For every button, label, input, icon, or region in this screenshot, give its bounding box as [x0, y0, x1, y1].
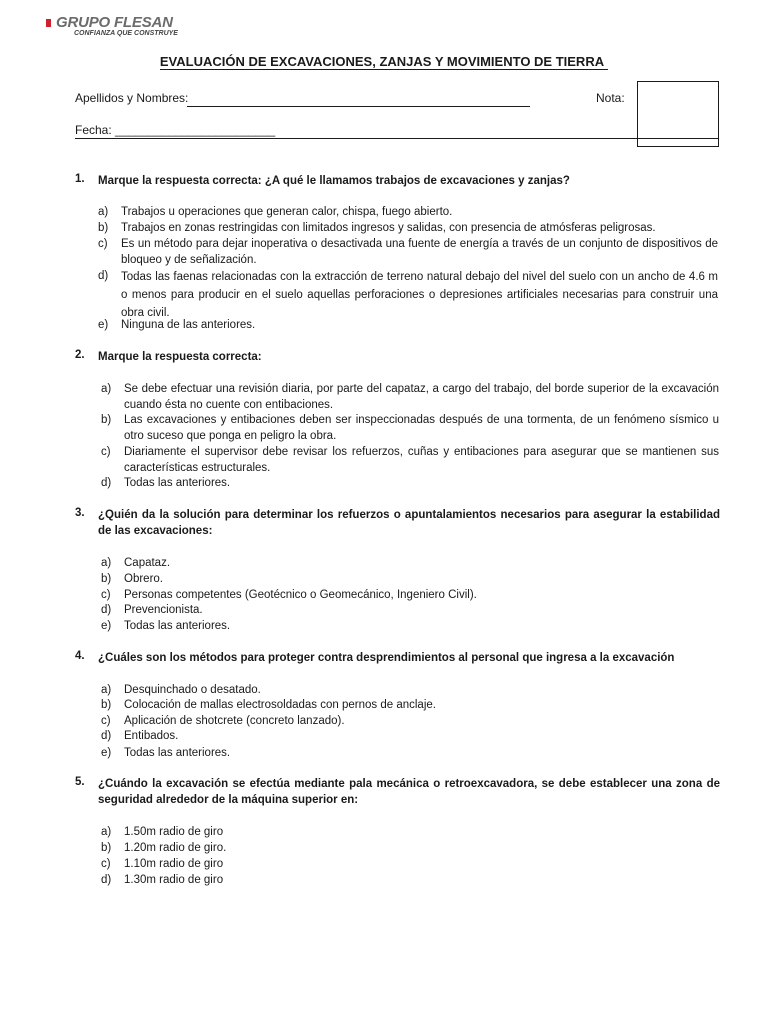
- question-text: ¿Cuándo la excavación se efectúa mediante pala mecánica o retroexcavadora, se debe establecer una zona de seguridad alrededor de la máquina superior en:: [98, 778, 720, 806]
- option-text: Trabajos u operaciones que generan calor, chispa, fuego abierto.: [121, 206, 453, 218]
- option-letter: d): [101, 477, 112, 489]
- option-text: Todas las anteriores.: [124, 747, 231, 759]
- option-letter: d): [101, 730, 112, 742]
- question-number: 5.: [75, 776, 85, 788]
- option-letter: d): [101, 604, 112, 616]
- option-text: Es un método para dejar inoperativa o desactivada una fuente de energía a través de un conjunto de dispositivos de bloqueo y de señalización.: [121, 238, 718, 266]
- option-letter: c): [101, 715, 111, 727]
- question-text: Marque la respuesta correcta:: [98, 351, 262, 363]
- option-letter: b): [101, 699, 112, 711]
- option-letter: b): [101, 842, 112, 854]
- question-number: 2.: [75, 349, 85, 361]
- option-text: Personas competentes (Geotécnico o Geomecánico, Ingeniero Civil).: [124, 589, 477, 601]
- logo-name: GRUPO FLESAN: [56, 14, 173, 31]
- question-text: Marque la respuesta correcta: ¿A qué le llamamos trabajos de excavaciones y zanjas?: [98, 175, 570, 187]
- date-label: Fecha: ________________________: [75, 123, 276, 137]
- option-letter: a): [101, 826, 112, 838]
- page-title: EVALUACIÓN DE EXCAVACIONES, ZANJAS Y MOVIMIENTO DE TIERRA: [0, 54, 768, 69]
- name-label: Apellidos y Nombres:: [75, 91, 189, 105]
- option-text: Todas las anteriores.: [124, 620, 231, 632]
- question-text: ¿Cuáles son los métodos para proteger contra desprendimientos al personal que ingresa a la excavación: [98, 652, 675, 664]
- option-text: 1.50m radio de giro: [124, 826, 224, 838]
- logo-tagline: CONFIANZA QUE CONSTRUYE: [74, 30, 178, 37]
- option-text: Capataz.: [124, 557, 171, 569]
- option-letter: d): [101, 874, 112, 886]
- option-text: Diariamente el supervisor debe revisar los refuerzos, cuñas y entibaciones para asegurar que se mantienen sus características estructurales.: [124, 446, 719, 474]
- question-text: ¿Quién da la solución para determinar los refuerzos o apuntalamientos necesarios para asegurar la estabilidad de las excavaciones:: [98, 509, 720, 537]
- option-letter: a): [101, 383, 112, 395]
- question-number: 4.: [75, 650, 85, 662]
- question-number: 3.: [75, 507, 85, 519]
- header-divider: [75, 138, 719, 139]
- option-letter: c): [101, 858, 111, 870]
- option-letter: e): [101, 620, 112, 632]
- option-text: Trabajos en zonas restringidas con limitados ingresos y salidas, con presencia de atmósferas peligrosas.: [121, 222, 656, 234]
- option-text: Ninguna de las anteriores.: [121, 319, 256, 331]
- option-text: Las excavaciones y entibaciones deben ser inspeccionadas después de una tormenta, de un fenómeno sísmico u otro suceso que ponga en peligro la obra.: [124, 414, 719, 442]
- option-letter: a): [101, 684, 112, 696]
- option-text: Aplicación de shotcrete (concreto lanzado).: [124, 715, 345, 727]
- option-letter: e): [101, 747, 112, 759]
- name-field[interactable]: [187, 106, 530, 107]
- option-text: 1.10m radio de giro: [124, 858, 224, 870]
- logo-mark-icon: [46, 19, 51, 27]
- option-text: Todas las faenas relacionadas con la extracción de terreno natural debajo del nivel del suelo con un ancho de 4.6 m o menos para producir en el suelo aquellas perforaciones o depresiones artificiales necesarias para construir una obra civil.: [121, 271, 718, 319]
- option-text: Todas las anteriores.: [124, 477, 231, 489]
- option-letter: b): [98, 222, 109, 234]
- option-text: Prevencionista.: [124, 604, 203, 616]
- option-text: Desquinchado o desatado.: [124, 684, 261, 696]
- option-text: Entibados.: [124, 730, 179, 742]
- option-letter: a): [98, 206, 109, 218]
- option-letter: a): [101, 557, 112, 569]
- option-letter: c): [101, 589, 111, 601]
- option-letter: e): [98, 319, 109, 331]
- option-letter: c): [101, 446, 111, 458]
- option-letter: b): [101, 414, 112, 426]
- option-text: 1.30m radio de giro: [124, 874, 224, 886]
- option-text: Se debe efectuar una revisión diaria, por parte del capataz, a cargo del trabajo, del borde superior de la excavación cuando ésta no cuente con entibaciones.: [124, 383, 719, 411]
- question-number: 1.: [75, 173, 85, 185]
- option-text: Colocación de mallas electrosoldadas con pernos de anclaje.: [124, 699, 436, 711]
- grade-label: Nota:: [596, 91, 625, 105]
- option-text: 1.20m radio de giro.: [124, 842, 227, 854]
- option-letter: d): [98, 270, 109, 282]
- option-letter: c): [98, 238, 108, 250]
- option-letter: b): [101, 573, 112, 585]
- option-text: Obrero.: [124, 573, 163, 585]
